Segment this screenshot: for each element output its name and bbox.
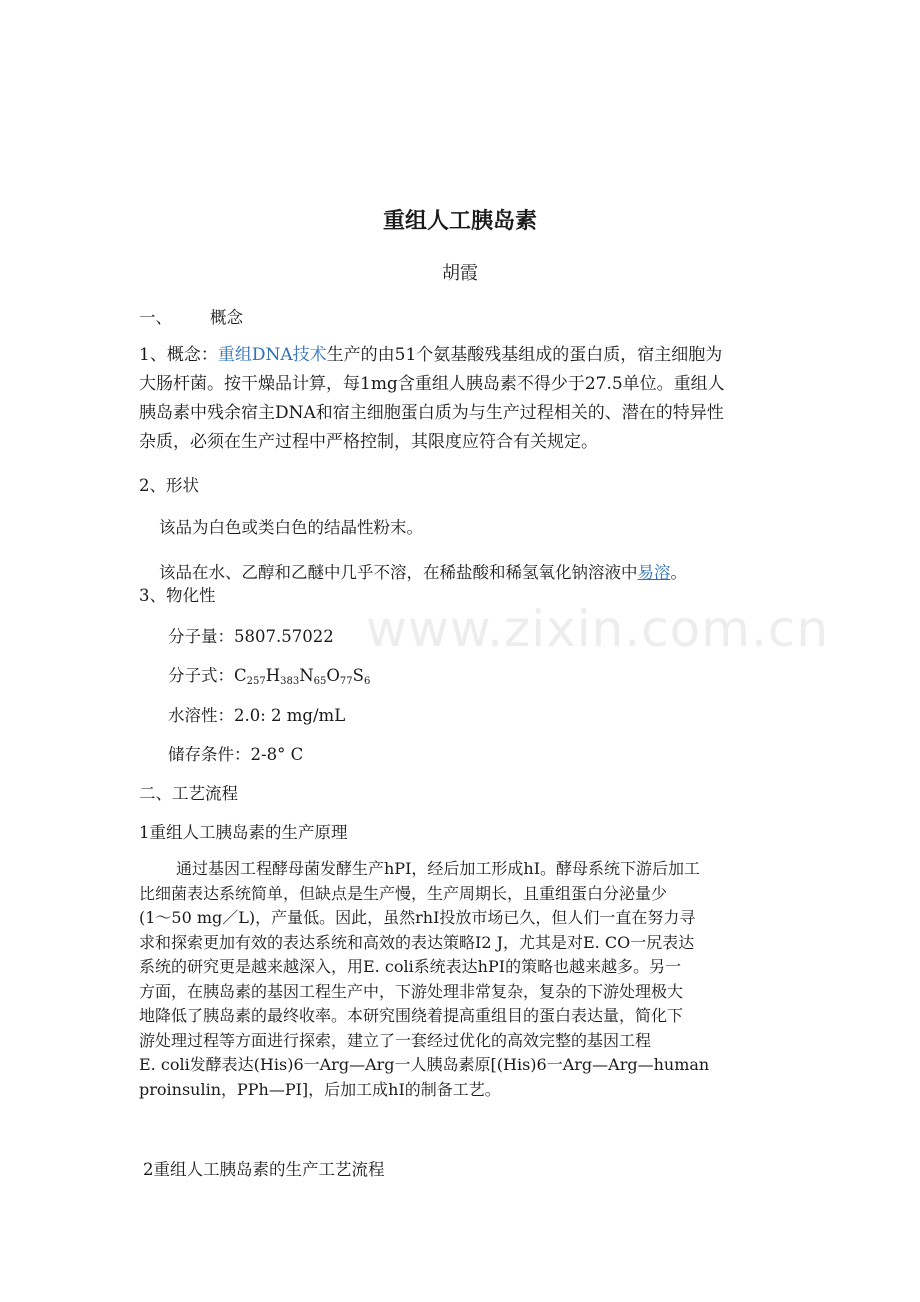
paragraph-line: 系统的研究更是越来越深入，用E. coli系统表达hPI的策略也越来越多。另一 [139, 957, 682, 976]
watermark: www.zixin.com.cn [366, 600, 830, 658]
formula-element: S [352, 666, 364, 685]
paragraph-line: proinsulin，PPh—PI]，后加工成hI的制备工艺。 [139, 1079, 501, 1099]
physchem-heading: 3、物化性 [139, 586, 216, 605]
solubility-text: 该品在水、乙醇和乙醚中几乎不溶，在稀盐酸和稀氢氧化钠溶液中 [159, 563, 638, 582]
principle-paragraph [139, 857, 709, 1102]
concept-line1-text: 生产的由51个氨基酸残基组成的蛋白质，宿主细胞为 [326, 345, 723, 365]
concept-line: 杂质，必须在生产过程中严格控制，其限度应符合有关规定。 [139, 432, 598, 452]
paragraph-line: 方面，在胰岛素的基因工程生产中，下游处理非常复杂，复杂的下游处理极大 [139, 981, 684, 1001]
molecular-weight: 分子量：5807.57022 [168, 627, 334, 646]
formula-subscript: 383 [280, 676, 300, 687]
paragraph-line: 游处理过程等方面进行探索，建立了一套经过优化的高效完整的基因工程 [139, 1030, 652, 1050]
paragraph-line: E. coli发酵表达(His)6一Arg—Arg一人胰岛素原[(His)6一Arg—Arg—human [139, 1055, 710, 1074]
shape-heading: 2、形状 [139, 476, 199, 495]
paragraph-line: 地降低了胰岛素的最终收率。本研究围绕着提高重组目的蛋白表达量，简化下 [139, 1006, 684, 1025]
formula-element: O [326, 666, 340, 685]
water-solubility: 水溶性：2.0: 2 mg/mL [168, 706, 346, 725]
subsection-1-heading: 1重组人工胰岛素的生产原理 [139, 823, 348, 842]
concept-prefix: 1、概念： [139, 345, 218, 365]
document-title: 重组人工胰岛素 [382, 209, 537, 234]
formula-element: C [234, 666, 247, 685]
easily-soluble-link[interactable]: 易溶 [637, 563, 671, 582]
concept-line [139, 341, 725, 370]
author-name: 胡霞 [442, 263, 478, 284]
formula-label: 分子式： [168, 666, 234, 685]
concept-line: 大肠杆菌。按干燥品计算，每1mg含重组人胰岛素不得少于27.5单位。重组人 [139, 374, 725, 394]
formula-subscript: 6 [363, 676, 371, 687]
concept-paragraph [139, 341, 725, 457]
formula-element: N [299, 666, 314, 685]
solubility-end: 。 [670, 563, 687, 582]
subsection-2-heading: 2重组人工胰岛素的生产工艺流程 [143, 1160, 385, 1179]
concept-line: 胰岛素中残余宿主DNA和宿主细胞蛋白质为与生产过程相关的、潜在的特异性 [139, 403, 724, 423]
storage-conditions: 储存条件：2-8° C [168, 745, 304, 764]
section-1-number: 一、 [139, 308, 172, 327]
dna-tech-link[interactable]: 重组DNA技术 [217, 345, 327, 365]
paragraph-line: 求和探索更加有效的表达系统和高效的表达策略I2 J，尤其是对E. CO一尻表达 [139, 932, 695, 952]
solubility-description [159, 559, 687, 583]
formula-subscript: 77 [339, 676, 353, 687]
section-1-title: 概念 [210, 308, 243, 327]
formula-element: H [265, 666, 281, 685]
formula-subscript: 65 [313, 676, 327, 687]
formula-value [234, 666, 370, 685]
molecular-formula [168, 662, 370, 687]
section-2-heading: 二、工艺流程 [139, 784, 238, 803]
paragraph-line: 比细菌表达系统简单，但缺点是生产慢，生产周期长，且重组蛋白分泌量少 [139, 883, 668, 903]
shape-description: 该品为白色或类白色的结晶性粉末。 [159, 518, 423, 537]
section-1-heading [139, 304, 243, 328]
paragraph-line: (1～50 mg／L)，产量低。因此，虽然rhI投放市场已久，但人们一直在努力寻 [139, 908, 696, 927]
formula-subscript: 257 [246, 676, 266, 687]
paragraph-line: 通过基因工程酵母菌发酵生产hPI，经后加工形成hI。酵母系统下游后加工 [176, 859, 701, 878]
